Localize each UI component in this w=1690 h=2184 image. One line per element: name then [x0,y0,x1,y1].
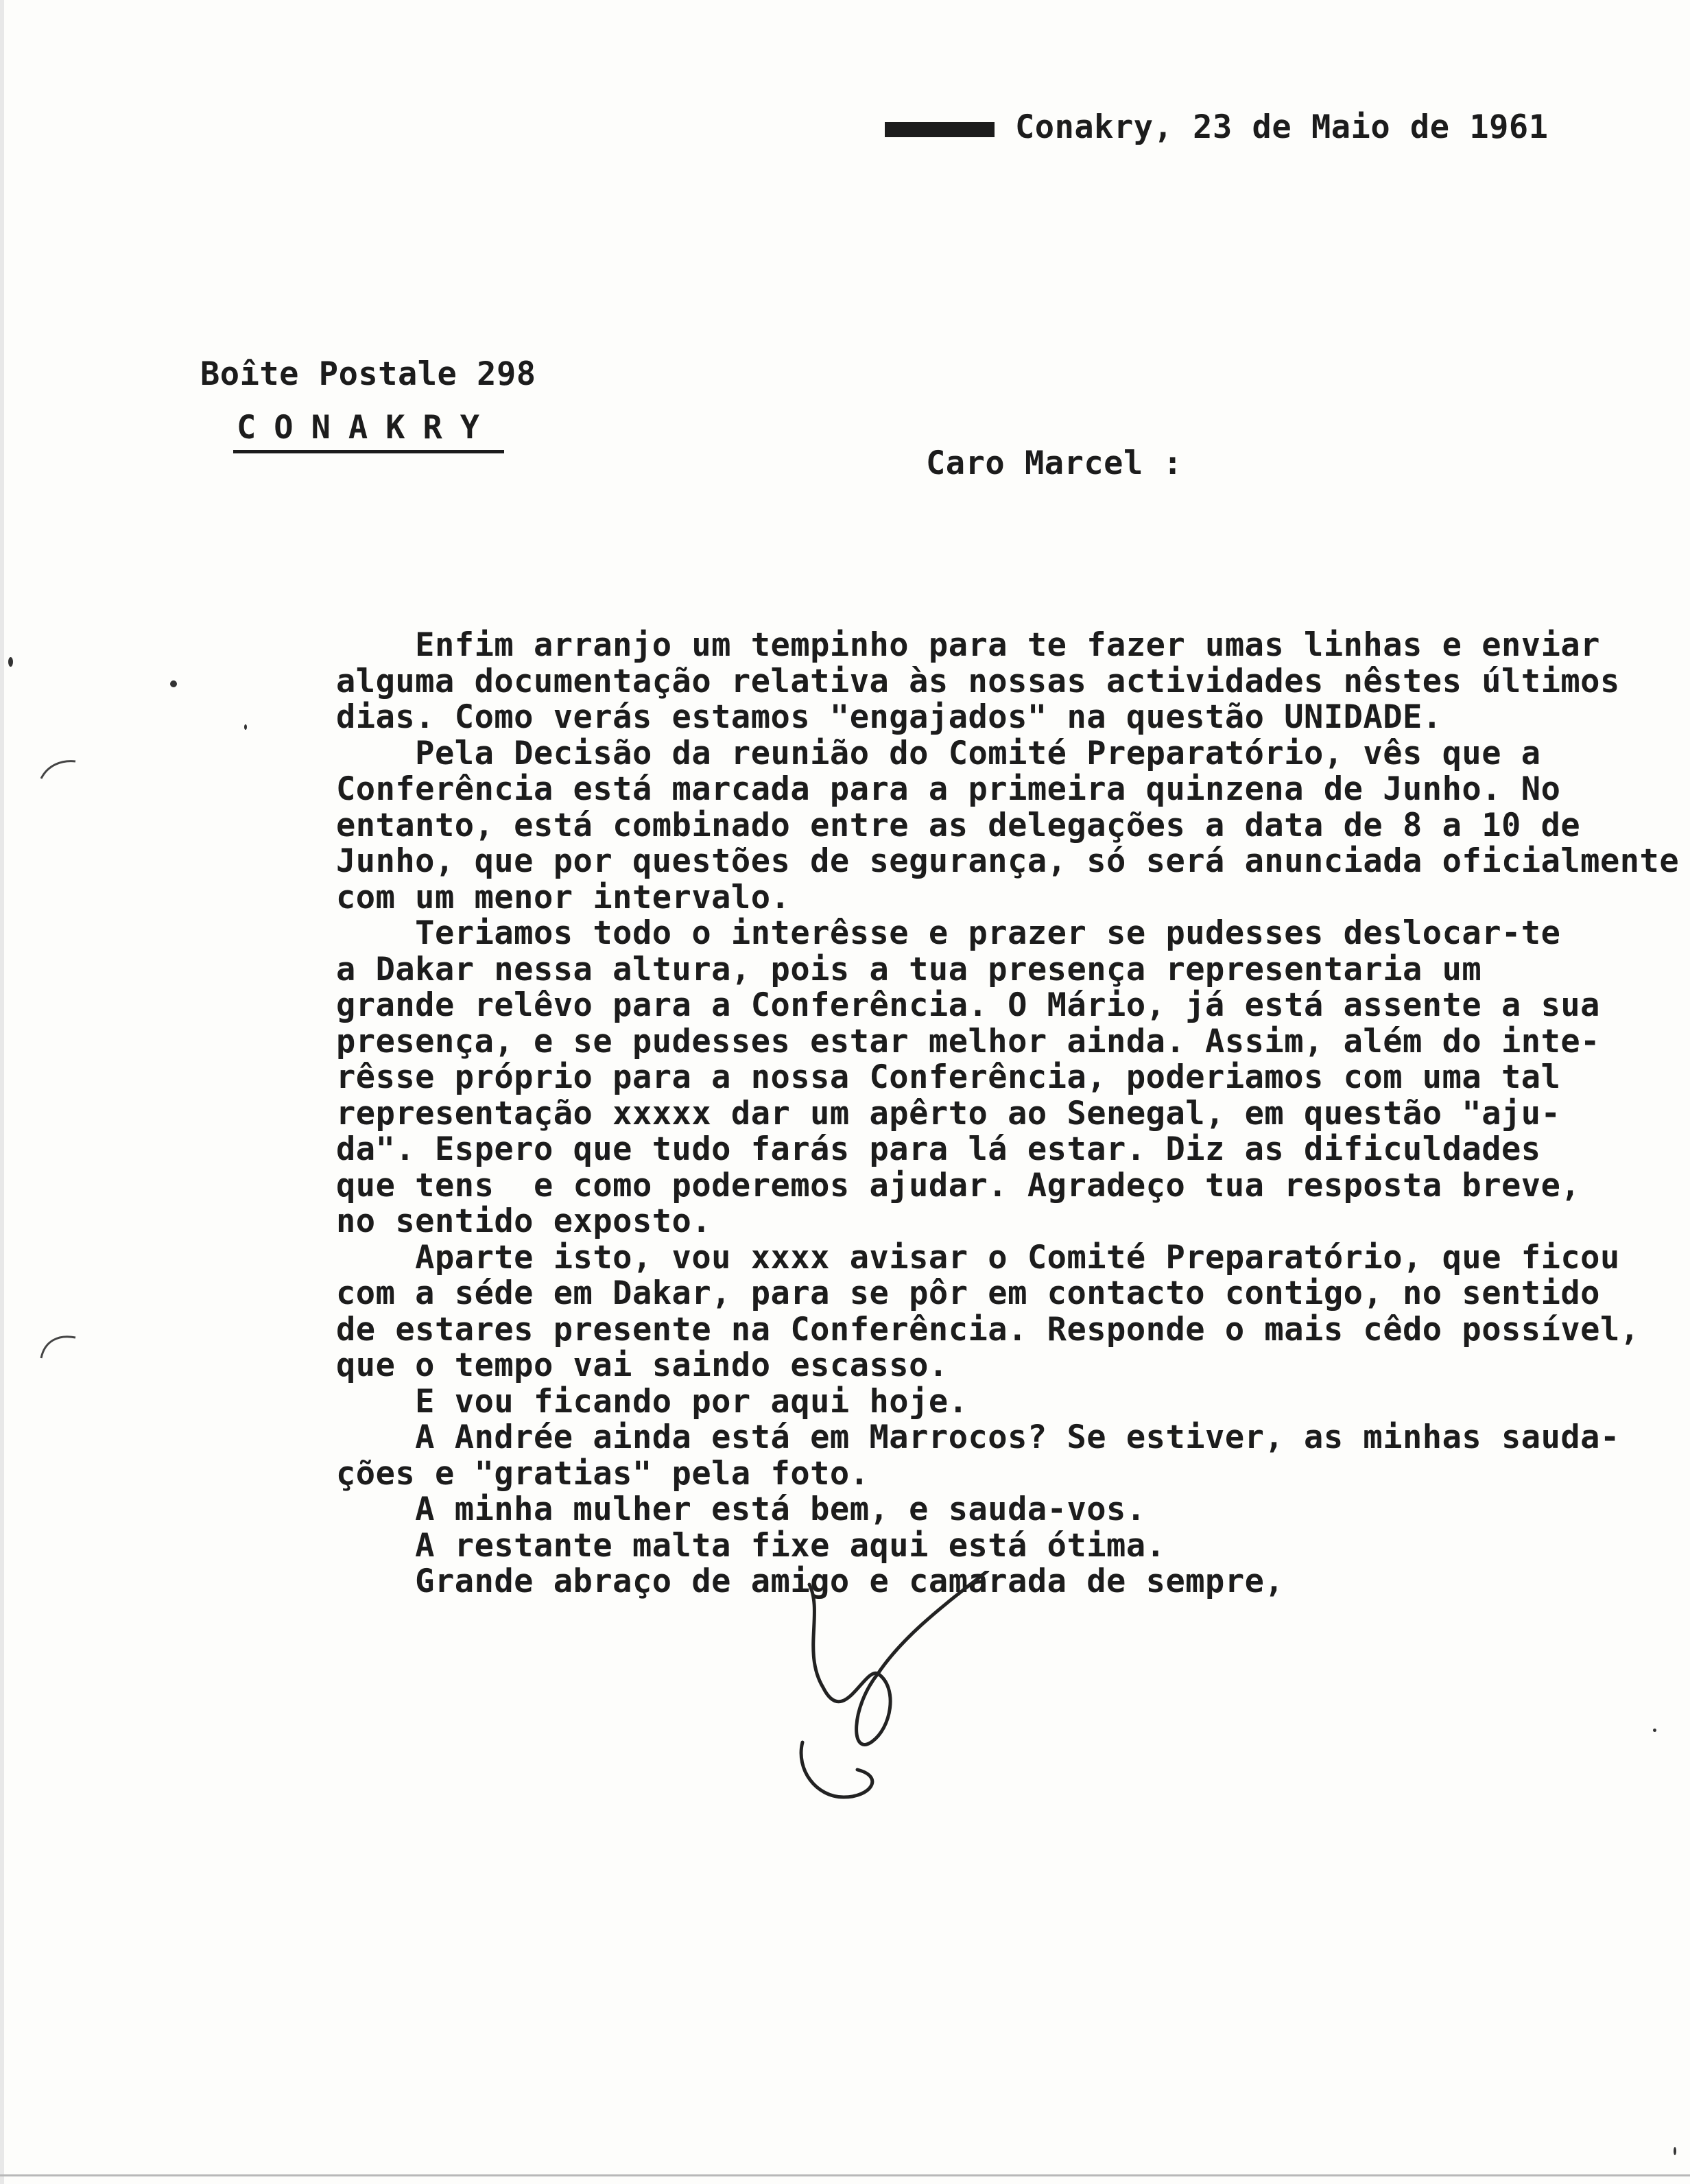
body-line: Enfim arranjo um tempinho para te fazer umas linhas e enviar [336,626,1600,664]
body-line: A restante malta fixe aqui está ótima. [336,1526,1166,1565]
body-line: grande relêvo para a Conferência. O Mário, já está assente a sua [336,986,1600,1024]
scan-speck [1674,2147,1676,2155]
address-line-1: Boîte Postale 298 [200,355,536,393]
scan-speck [170,680,177,687]
scan-speck [1653,1729,1656,1732]
scan-margin-edge [0,0,4,2184]
body-line: que o tempo vai saindo escasso. [336,1346,949,1384]
address-underline [233,450,504,453]
body-line: Conferência está marcada para a primeira quinzena de Junho. No [336,770,1561,808]
body-line: A minha mulher está bem, e sauda-vos. [336,1491,1146,1528]
body-line: ções e "gratias" pela foto. [336,1454,870,1493]
body-line: E vou ficando por aqui hoje. [336,1382,968,1421]
body-line: rêsse próprio para a nossa Conferência, poderiamos com uma tal [336,1058,1561,1096]
body-line: com um menor intervalo. [336,878,791,916]
body-line: Grande abraço de amigo e camarada de sempre, [336,1563,1285,1600]
scan-speck [8,657,13,667]
body-line: com a séde em Dakar, para se pôr em contacto contigo, no sentido [336,1274,1600,1312]
scan-bottom-edge [0,2174,1690,2176]
margin-mark [38,1327,79,1362]
body-line: representação xxxxx dar um apêrto ao Senegal, em questão "aju- [336,1094,1561,1132]
handwritten-signature [782,1571,1043,1845]
body-line: no sentido exposto. [336,1202,712,1240]
struck-out-text [885,122,995,137]
body-line: A Andrée ainda está em Marrocos? Se estiver, as minhas sauda- [336,1419,1620,1456]
body-line: Teriamos todo o interêsse e prazer se pudesses deslocar-te [336,914,1561,952]
margin-mark [38,755,79,782]
body-line: da". Espero que tudo farás para lá estar. Diz as dificuldades [336,1130,1541,1168]
scan-speck [244,724,247,730]
place-date: Conakry, 23 de Maio de 1961 [1015,108,1549,146]
body-line: Junho, que por questões de segurança, só será anunciada oficialmente [336,842,1680,880]
body-line: de estares presente na Conferência. Responde o mais cêdo possível, [336,1310,1640,1349]
address-line-2: CONAKRY [237,409,498,447]
salutation: Caro Marcel : [926,444,1183,482]
body-line: a Dakar nessa altura, pois a tua presença representaria um [336,950,1482,988]
body-line: que tens e como poderemos ajudar. Agradeço tua resposta breve, [336,1166,1581,1204]
date-line [885,110,1549,145]
body-line: presença, e se pudesses estar melhor ainda. Assim, além do inte- [336,1022,1600,1060]
body-line: Aparte isto, vou xxxx avisar o Comité Preparatório, que ficou [336,1238,1620,1277]
body-line: dias. Como verás estamos "engajados" na questão UNIDADE. [336,698,1442,736]
body-line: alguma documentação relativa às nossas actividades nêstes últimos [336,662,1620,700]
body-line: entanto, está combinado entre as delegações a data de 8 a 10 de [336,806,1581,844]
letter-body [336,628,1679,1600]
body-line: Pela Decisão da reunião do Comité Preparatório, vês que a [336,734,1541,772]
